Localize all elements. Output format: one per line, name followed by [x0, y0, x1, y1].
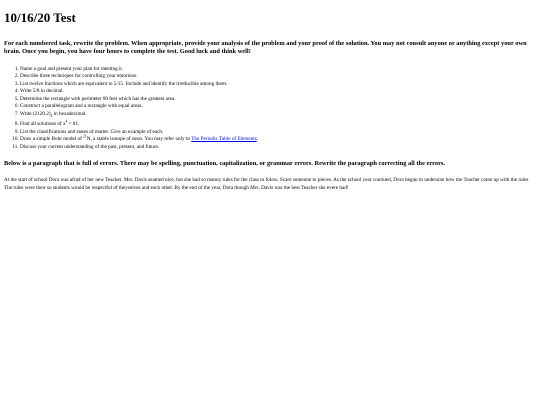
page-title: 10/16/20 Test	[4, 10, 76, 25]
errors-prompt: Below is a paragraph that is full of errors. There may be spelling, punctuation, capitalization, or grammar errors. Rewrite the paragraph correcting all the errors.	[4, 159, 446, 167]
task-7-text: Write (2120.2)	[20, 110, 51, 117]
exponent-superscript: 4	[65, 119, 68, 124]
task-item-3: 3. List twelve fractions which are equivalent to 5/15. Include and identify the irreducible among them.	[20, 81, 536, 89]
task-item-9: 9. List the classifications and states of matter. Give an example of each.	[20, 129, 536, 137]
base-subscript: 4	[50, 113, 53, 118]
task-10-text-mid: N, a stable isotope of neon. You may refer only to	[86, 136, 192, 143]
task-8-text: Find all solutions of x	[20, 121, 66, 128]
task-item-4: 4. Write 5/8 in decimal.	[20, 88, 536, 96]
task-10-text: Draw a simple Bohr model of	[20, 136, 84, 143]
task-item-2: 2. Describe three techniques for controlling your emotions.	[20, 73, 536, 81]
task-8-text-end: = 81.	[67, 121, 80, 128]
task-item-10	[20, 136, 536, 144]
instructions: For each numbered task, rewrite the problem. When appropriate, provide your analysis of the problem and your proof of the solution. You may not consult anyone or anything except your own brain. Once you begin, you have four hours to complete the test. Good luck and think well!	[4, 40, 527, 56]
errors-paragraph: At the start of school Dora was afrad of her new Teacher. Mrs. Davis seamed nice, but she had so manny rules for the class to folow. Scare someone to pieces. As the school year contiued, Dora begun to understan how the Teacher come up with the rules The rules were their so students would be respectful of theyselves and each other. By the end of the year, Dora though Mrs. Davis was the best Teacher she evere had!	[4, 176, 529, 191]
task-item-1: 1. Name a goal and present your plan for meeting it.	[20, 66, 536, 74]
task-item-6: 6. Construct a parallelogram and a rectangle with equal areas.	[20, 103, 536, 111]
task-10-text-end: .	[256, 136, 259, 143]
test-page	[0, 0, 540, 192]
task-item-5: 5. Determine the rectangle with perimeter 80 feet which has the greatest area.	[20, 96, 536, 104]
task-item-7	[20, 111, 536, 119]
isotope-superscript: 21	[83, 134, 87, 139]
task-list	[4, 66, 536, 152]
task-7-text-end: in hexadecimal.	[52, 110, 87, 117]
periodic-table-link[interactable]: The Periodic Table of Elements	[191, 136, 257, 143]
task-item-8	[20, 121, 536, 129]
task-item-11: 11. Discuss your current understanding of the past, present, and future.	[20, 144, 536, 152]
